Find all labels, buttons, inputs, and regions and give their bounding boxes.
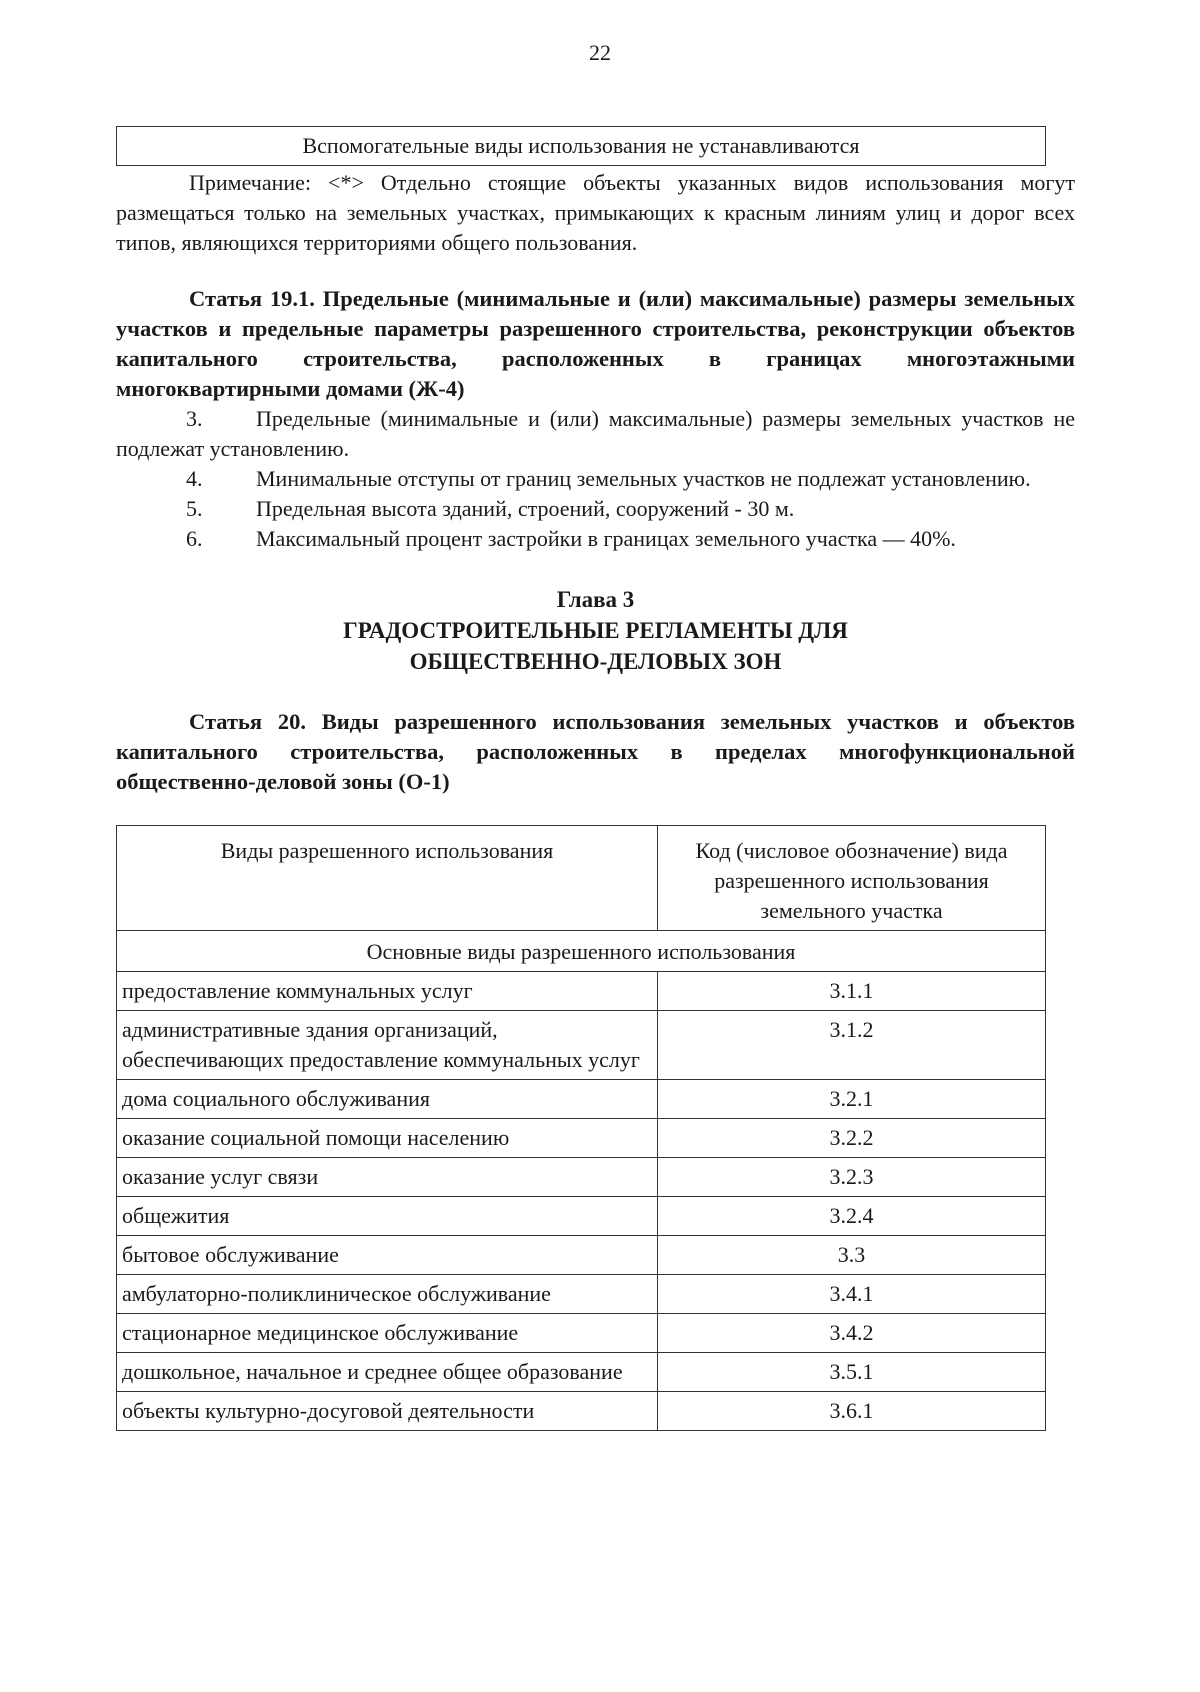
use-name: общежития: [117, 1197, 658, 1236]
use-name: предоставление коммунальных услуг: [117, 972, 658, 1011]
article-19-1-heading: Статья 19.1. Предельные (минимальные и (или) максимальные) размеры земельных участков и предельные параметры разрешенного строительства, реконструкции объектов капитального строительства, расположенных в границах многоэтажными многоквартирными домами (Ж-4): [116, 286, 1075, 401]
item-text: Предельная высота зданий, строений, сооружений - 30 м.: [256, 496, 795, 521]
use-code: 3.4.2: [658, 1314, 1046, 1353]
use-name: амбулаторно-поликлиническое обслуживание: [117, 1275, 658, 1314]
table-header-code: Код (числовое обозначение) вида разрешенного использования земельного участка: [658, 826, 1046, 931]
article-20-heading: Статья 20. Виды разрешенного использования земельных участков и объектов капитального строительства, расположенных в пределах многофункциональной общественно-деловой зоны (О-1): [116, 709, 1075, 794]
list-item: [116, 524, 1075, 554]
note-paragraph: Примечание: <*> Отдельно стоящие объекты указанных видов использования могут размещаться только на земельных участках, примыкающих к красным линиям улиц и дорог всех типов, являющихся территориями общего пользования.: [116, 170, 1075, 255]
table-row: [117, 1080, 1046, 1119]
use-code: 3.5.1: [658, 1353, 1046, 1392]
use-name: оказание социальной помощи населению: [117, 1119, 658, 1158]
use-name: дома социального обслуживания: [117, 1080, 658, 1119]
use-code: 3.1.1: [658, 972, 1046, 1011]
item-text: Минимальные отступы от границ земельных участков не подлежат установлению.: [256, 466, 1031, 491]
table-header-uses: Виды разрешенного использования: [117, 826, 658, 931]
item-number: 3.: [186, 406, 203, 431]
list-item: [116, 404, 1075, 464]
chapter-title-line1: ГРАДОСТРОИТЕЛЬНЫЕ РЕГЛАМЕНТЫ ДЛЯ: [343, 618, 848, 643]
page-number: 22: [589, 40, 611, 65]
section-main-uses: Основные виды разрешенного использования: [117, 931, 1046, 972]
table-row: [117, 1392, 1046, 1431]
article-19-1-items: [116, 404, 1075, 554]
item-number: 4.: [186, 466, 203, 491]
item-text: Максимальный процент застройки в границах земельного участка — 40%.: [256, 526, 956, 551]
table-row: [117, 1353, 1046, 1392]
use-code: 3.2.4: [658, 1197, 1046, 1236]
table-header-row: [117, 826, 1046, 931]
item-number: 6.: [186, 526, 203, 551]
document-body: [116, 126, 1075, 1431]
table-row: [117, 1314, 1046, 1353]
use-name: стационарное медицинское обслуживание: [117, 1314, 658, 1353]
use-code: 3.6.1: [658, 1392, 1046, 1431]
table-section-row: [117, 931, 1046, 972]
table-row: [117, 1275, 1046, 1314]
use-code: 3.1.2: [658, 1011, 1046, 1080]
use-code: 3.3: [658, 1236, 1046, 1275]
use-name: дошкольное, начальное и среднее общее образование: [117, 1353, 658, 1392]
chapter-label: Глава 3: [556, 587, 635, 612]
table-row: [117, 1236, 1046, 1275]
use-name: оказание услуг связи: [117, 1158, 658, 1197]
use-code: 3.2.2: [658, 1119, 1046, 1158]
table-row: [117, 1158, 1046, 1197]
list-item: [116, 494, 1075, 524]
table-row: [117, 972, 1046, 1011]
item-text: Предельные (минимальные и (или) максимальные) размеры земельных участков не подлежат установлению.: [116, 406, 1075, 461]
permitted-uses-table: [116, 825, 1046, 1431]
use-name: объекты культурно-досуговой деятельности: [117, 1392, 658, 1431]
use-name: административные здания организаций, обеспечивающих предоставление коммунальных услуг: [117, 1011, 658, 1080]
table-row: [117, 1011, 1046, 1080]
use-code: 3.2.1: [658, 1080, 1046, 1119]
chapter-title-line2: ОБЩЕСТВЕННО-ДЕЛОВЫХ ЗОН: [409, 649, 782, 674]
use-code: 3.4.1: [658, 1275, 1046, 1314]
chapter-title-block: [116, 584, 1075, 677]
auxiliary-uses-box: Вспомогательные виды использования не устанавливаются: [116, 126, 1046, 166]
use-name: бытовое обслуживание: [117, 1236, 658, 1275]
list-item: [116, 464, 1075, 494]
use-code: 3.2.3: [658, 1158, 1046, 1197]
item-number: 5.: [186, 496, 203, 521]
table-row: [117, 1119, 1046, 1158]
table-row: [117, 1197, 1046, 1236]
